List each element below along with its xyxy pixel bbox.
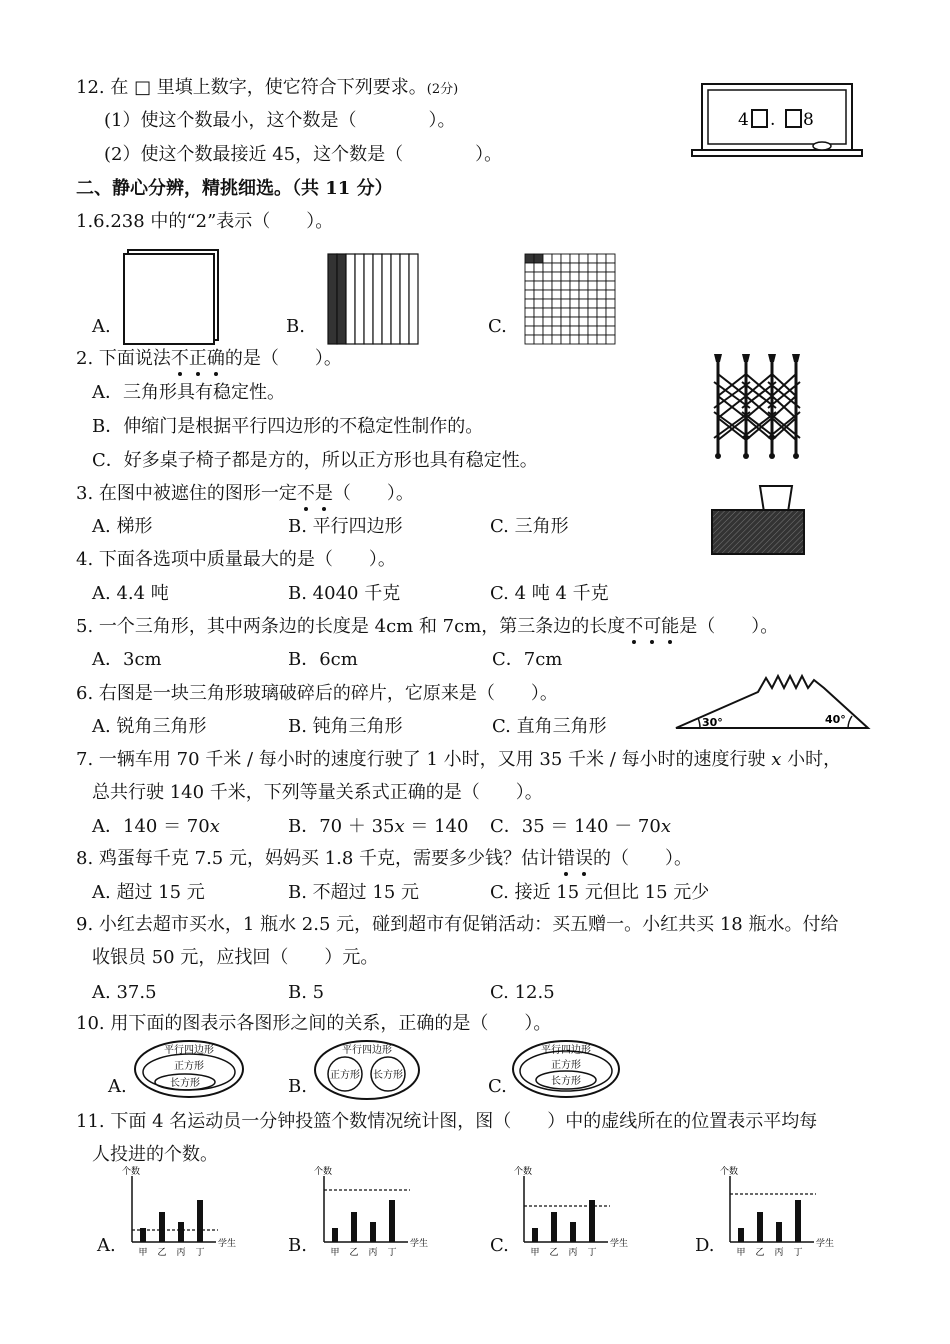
tenth-strip (400, 254, 409, 344)
hundredth-cell (561, 335, 570, 344)
q9-option-b: B. 5 (288, 982, 325, 1003)
bar (776, 1222, 782, 1242)
hundredth-cell (588, 326, 597, 335)
bar (197, 1200, 203, 1242)
hundredth-cell (525, 326, 534, 335)
hundredth-cell (570, 335, 579, 344)
hundredth-cell (552, 317, 561, 326)
hundredth-cell (579, 299, 588, 308)
broken-triangle-figure (672, 672, 872, 734)
hundredth-cell (588, 299, 597, 308)
hundredth-cell (552, 281, 561, 290)
hundredth-cell (543, 308, 552, 317)
q11-line2: 人投进的个数。 (92, 1144, 218, 1165)
hundredth-cell (525, 335, 534, 344)
q7-option-a: A．140 ＝ 70x (92, 816, 220, 837)
q3-stem: 3. 在图中被遮住的图形一定不是（ ）。 (76, 483, 414, 504)
bar (351, 1212, 357, 1242)
hundredth-cell (543, 335, 552, 344)
venn-a-square: 正方形 (174, 1061, 204, 1072)
hundredth-cell (588, 308, 597, 317)
angle-30-label: 30° (702, 716, 723, 729)
venn-a-rect: 长方形 (170, 1078, 200, 1089)
hundredth-cell (525, 272, 534, 281)
q10-venn-c (510, 1038, 622, 1100)
hundredth-cell (588, 263, 597, 272)
tenth-strip (373, 254, 382, 344)
q1-whole-square-figure (122, 250, 226, 344)
q9-option-c: C. 12.5 (490, 982, 555, 1003)
hundredth-cell (525, 317, 534, 326)
hundredth-cell (543, 281, 552, 290)
hundredth-cell (552, 290, 561, 299)
hundredth-cell (606, 263, 615, 272)
hundredth-cell (597, 272, 606, 281)
hundredth-cell (534, 299, 543, 308)
q7-line2: 总共行驶 140 千米，下列等量关系式正确的是（ ）。 (92, 782, 543, 803)
q12-sub1: (1）使这个数最小，这个数是（ ）。 (104, 110, 456, 131)
hundredth-cell (534, 263, 543, 272)
y-axis-label: 个数 (122, 1167, 141, 1177)
tenth-strip (346, 254, 355, 344)
hundredth-cell (561, 299, 570, 308)
q8-stem: 8. 鸡蛋每千克 7.5 元，妈妈买 1.8 千克，需要多少钱？估计错误的（ ）。 (76, 848, 693, 869)
q3-option-a: A. 梯形 (92, 516, 153, 537)
q5-option-b: B．6cm (288, 649, 358, 670)
bar (332, 1228, 338, 1242)
hundredth-cell (543, 290, 552, 299)
q8-option-c: C. 接近 15 元但比 15 元少 (490, 882, 710, 903)
q5-option-a: A．3cm (92, 649, 162, 670)
hundredth-cell (579, 317, 588, 326)
hundredth-cell (525, 254, 534, 263)
hundredth-cell (534, 308, 543, 317)
q4-option-c: C. 4 吨 4 千克 (490, 583, 609, 604)
tenth-strip (337, 254, 346, 344)
q6-option-a: A. 锐角三角形 (92, 716, 207, 737)
q11-option-d-label: D. (695, 1235, 715, 1256)
q3-option-c: C. 三角形 (490, 516, 569, 537)
telescopic-gate-figure (706, 352, 816, 464)
hundredth-cell (561, 281, 570, 290)
q4-stem: 4. 下面各选项中质量最大的是（ ）。 (76, 549, 396, 570)
category-label: 丁 (793, 1248, 803, 1258)
angle-40-label: 40° (825, 713, 846, 726)
hundredth-cell (561, 326, 570, 335)
hundredth-cell (579, 281, 588, 290)
hundredth-cell (525, 290, 534, 299)
q10-option-c-label: C. (488, 1076, 507, 1097)
category-label: 甲 (530, 1248, 540, 1258)
hundredth-cell (570, 272, 579, 281)
bar (570, 1222, 576, 1242)
q1-option-a-label: A. (92, 316, 111, 337)
hundredth-cell (534, 272, 543, 281)
hundredth-cell (579, 254, 588, 263)
hundredth-cell (534, 317, 543, 326)
hundredth-cell (606, 308, 615, 317)
hundredth-cell (570, 290, 579, 299)
q10-option-a-label: A. (108, 1076, 127, 1097)
hundredth-cell (552, 308, 561, 317)
x-axis-label: 学生 (410, 1239, 429, 1249)
hundredth-cell (543, 299, 552, 308)
hundredth-cell (579, 335, 588, 344)
venn-b-para: 平行四边形 (342, 1045, 392, 1056)
hundredth-cell (579, 290, 588, 299)
q1-stem: 1.6.238 中的“2”表示（ ）。 (76, 211, 334, 232)
hundredth-cell (606, 299, 615, 308)
hundredth-cell (534, 326, 543, 335)
hundredth-cell (561, 254, 570, 263)
tenth-strip (391, 254, 400, 344)
q4-option-b: B. 4040 千克 (288, 583, 401, 604)
category-label: 丁 (387, 1248, 397, 1258)
q9-option-a: A. 37.5 (92, 982, 157, 1003)
y-axis-label: 个数 (720, 1167, 739, 1177)
hundredth-cell (570, 317, 579, 326)
hundredth-cell (570, 281, 579, 290)
hundredth-cell (606, 290, 615, 299)
hundredth-cell (597, 254, 606, 263)
category-label: 乙 (349, 1248, 359, 1258)
hundredth-cell (606, 317, 615, 326)
hundredth-cell (597, 299, 606, 308)
q5-stem: 5. 一个三角形，其中两条边的长度是 4cm 和 7cm，第三条边的长度不可能是（ ）。 (76, 616, 779, 637)
venn-c-rect: 正方形 (551, 1060, 581, 1071)
q11-option-a-label: A. (97, 1235, 116, 1256)
hundredth-cell (579, 272, 588, 281)
hundredth-cell (579, 263, 588, 272)
q12-sub2: (2）使这个数最接近 45，这个数是（ ）。 (104, 144, 503, 165)
y-axis-label: 个数 (514, 1167, 533, 1177)
q1-hundredths-figure (523, 252, 617, 346)
blackboard-figure (690, 82, 865, 162)
hundredth-cell (534, 281, 543, 290)
hundredth-cell (561, 272, 570, 281)
hundredth-cell (543, 326, 552, 335)
q2-option-b: B．伸缩门是根据平行四边形的不稳定性制作的。 (92, 416, 484, 437)
hundredth-cell (570, 308, 579, 317)
q12-stem: 12. 在 □ 里填上数字，使它符合下列要求。(2分) (76, 77, 459, 98)
section-title: 二、静心分辨，精挑细选。（共 11 分） (76, 178, 393, 199)
q11-chart-c (510, 1168, 636, 1262)
hundredth-cell (579, 308, 588, 317)
hundredth-cell (543, 317, 552, 326)
hundredth-cell (597, 335, 606, 344)
venn-a-para: 平行四边形 (164, 1045, 214, 1056)
q11-chart-d (716, 1168, 842, 1262)
q1-tenths-figure (326, 252, 420, 346)
hundredth-cell (570, 263, 579, 272)
hundredth-cell (525, 281, 534, 290)
q10-venn-b (312, 1038, 422, 1102)
venn-c-square: 长方形 (551, 1076, 581, 1087)
category-label: 乙 (157, 1248, 167, 1258)
hundredth-cell (606, 272, 615, 281)
hundredth-cell (588, 317, 597, 326)
hundredth-cell (534, 254, 543, 263)
board-digit-right: 8 (803, 110, 814, 130)
hundredth-cell (552, 335, 561, 344)
bar (532, 1228, 538, 1242)
q7-option-c: C．35 ＝ 140 － 70x (490, 816, 671, 837)
q8-option-b: B. 不超过 15 元 (288, 882, 420, 903)
q3-option-b: B. 平行四边形 (288, 516, 403, 537)
y-axis-label: 个数 (314, 1167, 333, 1177)
q4-option-a: A. 4.4 吨 (92, 583, 169, 604)
hundredth-cell (534, 335, 543, 344)
category-label: 甲 (736, 1248, 746, 1258)
q6-stem: 6. 右图是一块三角形玻璃破碎后的碎片，它原来是（ ）。 (76, 683, 558, 704)
x-axis-label: 学生 (610, 1239, 629, 1249)
q10-venn-a (132, 1038, 246, 1100)
q11-line1: 11. 下面 4 名运动员一分钟投篮个数情况统计图，图（ ）中的虚线所在的位置表示平均每 (76, 1111, 818, 1132)
hundredth-cell (552, 254, 561, 263)
venn-b-square: 正方形 (330, 1070, 360, 1081)
hundredth-cell (570, 299, 579, 308)
q1-option-c-label: C. (488, 316, 507, 337)
hundredth-cell (525, 299, 534, 308)
hundredth-cell (525, 308, 534, 317)
board-digit-left: 4 (738, 110, 749, 130)
q9-line1: 9. 小红去超市买水，1 瓶水 2.5 元，碰到超市有促销活动：买五赠一。小红共买 18 瓶水。付给 (76, 914, 839, 935)
hundredth-cell (543, 254, 552, 263)
hundredth-cell (597, 308, 606, 317)
bar (551, 1212, 557, 1242)
q11-option-b-label: B. (288, 1235, 307, 1256)
q6-option-b: B. 钝角三角形 (288, 716, 403, 737)
hundredth-cell (588, 335, 597, 344)
category-label: 乙 (549, 1248, 559, 1258)
hundredth-cell (561, 317, 570, 326)
hundredth-cell (525, 263, 534, 272)
tenth-strip (409, 254, 418, 344)
hundredth-cell (588, 281, 597, 290)
x-axis-label: 学生 (218, 1239, 237, 1249)
hundredth-cell (552, 272, 561, 281)
hundredth-cell (534, 290, 543, 299)
hundredth-cell (588, 254, 597, 263)
hundredth-cell (552, 299, 561, 308)
bar (738, 1228, 744, 1242)
category-label: 丙 (774, 1248, 784, 1258)
tenth-strip (382, 254, 391, 344)
category-label: 丁 (587, 1248, 597, 1258)
q11-option-c-label: C. (490, 1235, 509, 1256)
hundredth-cell (552, 263, 561, 272)
x-axis-label: 学生 (816, 1239, 835, 1249)
category-label: 丁 (195, 1248, 205, 1258)
category-label: 丙 (176, 1248, 186, 1258)
hundredth-cell (597, 326, 606, 335)
q2-option-a: A．三角形具有稳定性。 (92, 382, 285, 403)
q3-hidden-shape-figure (708, 482, 808, 558)
category-label: 甲 (330, 1248, 340, 1258)
bar (795, 1200, 801, 1242)
category-label: 甲 (138, 1248, 148, 1258)
category-label: 乙 (755, 1248, 765, 1258)
board-dot: . (770, 110, 776, 130)
q11-chart-a (118, 1168, 244, 1262)
venn-b-rect: 长方形 (373, 1070, 403, 1081)
bar (370, 1222, 376, 1242)
q9-line2: 收银员 50 元，应找回（ ）元。 (92, 947, 379, 968)
hundredth-cell (606, 335, 615, 344)
tenth-strip (355, 254, 364, 344)
bar (159, 1212, 165, 1242)
hundredth-cell (570, 326, 579, 335)
bar (389, 1200, 395, 1242)
tenth-strip (328, 254, 337, 344)
q2-stem: 2. 下面说法不正确的是（ ）。 (76, 348, 342, 369)
q10-stem: 10. 用下面的图表示各图形之间的关系，正确的是（ ）。 (76, 1013, 552, 1034)
hundredth-cell (561, 290, 570, 299)
hundredth-cell (579, 326, 588, 335)
hundredth-cell (588, 290, 597, 299)
q2-option-c: C．好多桌子椅子都是方的，所以正方形也具有稳定性。 (92, 450, 538, 471)
hundredth-cell (597, 263, 606, 272)
category-label: 丙 (568, 1248, 578, 1258)
bar (757, 1212, 763, 1242)
q5-option-c: C．7cm (492, 649, 563, 670)
tenth-strip (364, 254, 373, 344)
category-label: 丙 (368, 1248, 378, 1258)
hundredth-cell (561, 263, 570, 272)
q7-option-b: B．70 ＋ 35x ＝ 140 (288, 816, 469, 837)
hundredth-cell (543, 263, 552, 272)
hundredth-cell (570, 254, 579, 263)
hundredth-cell (543, 272, 552, 281)
q1-option-b-label: B. (286, 316, 305, 337)
bar (178, 1222, 184, 1242)
hundredth-cell (597, 281, 606, 290)
hundredth-cell (606, 281, 615, 290)
hundredth-cell (588, 272, 597, 281)
q11-chart-b (310, 1168, 436, 1262)
hundredth-cell (561, 308, 570, 317)
q8-option-a: A. 超过 15 元 (92, 882, 205, 903)
q10-option-b-label: B. (288, 1076, 307, 1097)
hundredth-cell (606, 326, 615, 335)
q7-line1: 7. 一辆车用 70 千米 / 每小时的速度行驶了 1 小时，又用 35 千米 / 每小时的速度行驶 x 小时， (76, 749, 842, 770)
hundredth-cell (597, 290, 606, 299)
hundredth-cell (606, 254, 615, 263)
q6-option-c: C. 直角三角形 (492, 716, 607, 737)
venn-c-para: 平行四边形 (541, 1045, 591, 1056)
hundredth-cell (552, 326, 561, 335)
hundredth-cell (597, 317, 606, 326)
